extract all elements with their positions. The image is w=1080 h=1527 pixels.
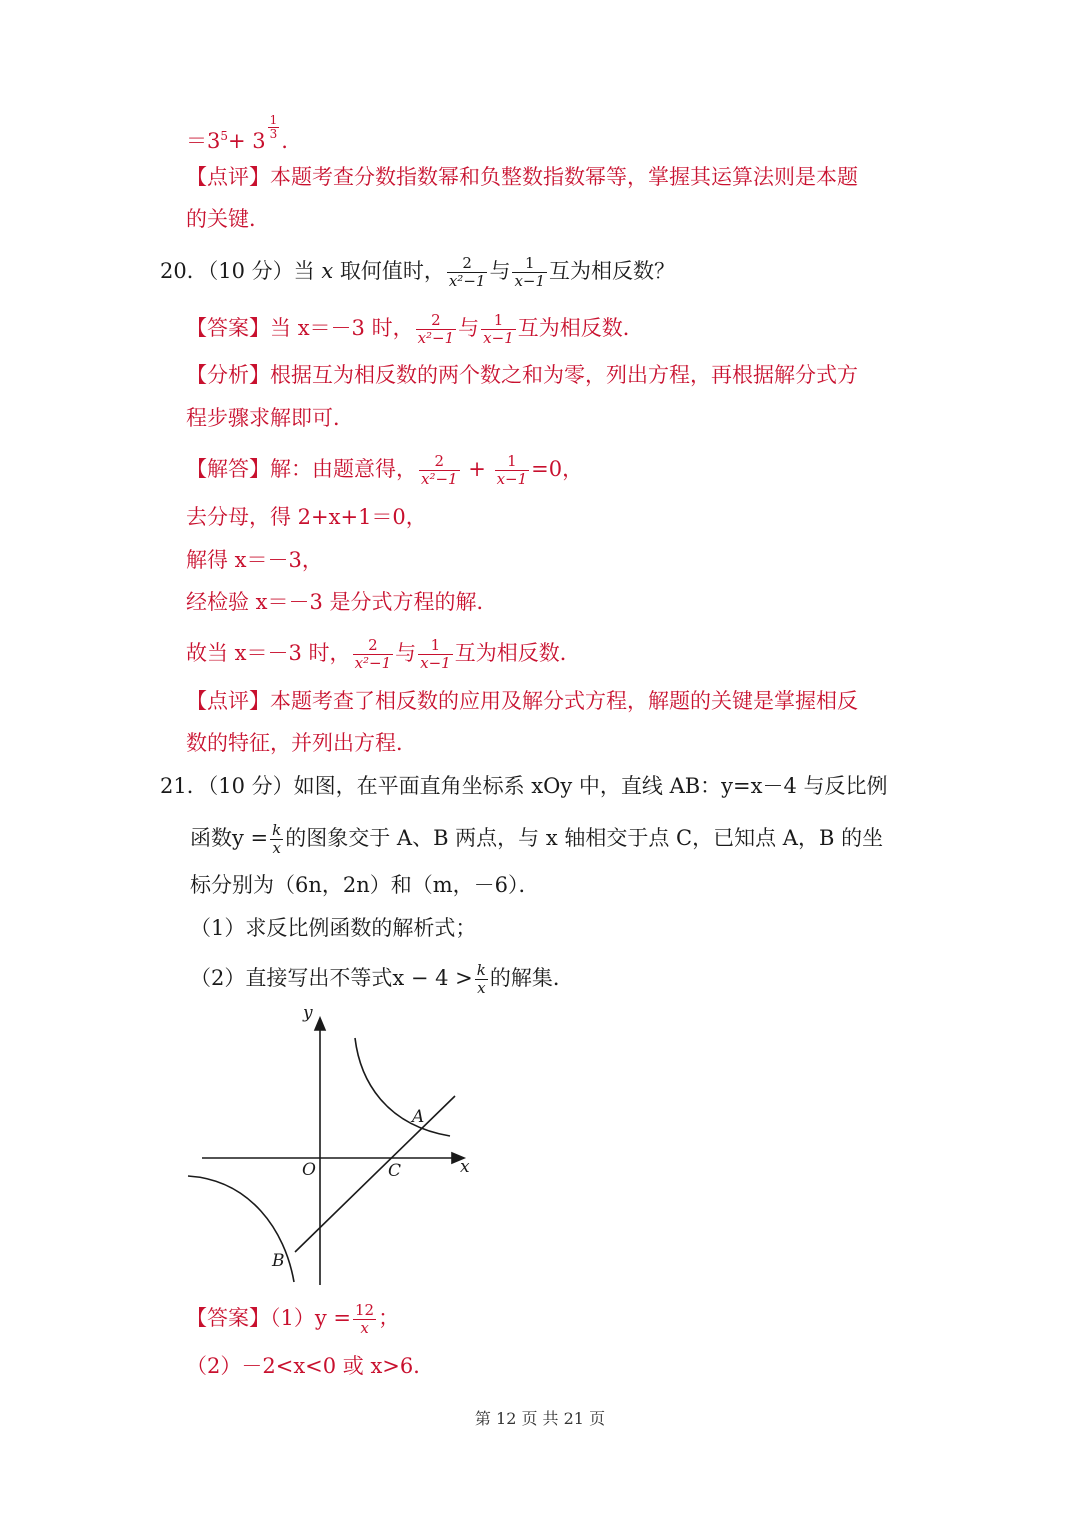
text: 互为相反数？ — [549, 259, 676, 283]
text: 取何值时， — [339, 259, 445, 283]
text: 20．（10 分）当 — [160, 259, 315, 283]
fraction — [418, 637, 453, 672]
denominator: x²−1 — [417, 329, 455, 347]
text: + 3 — [228, 129, 266, 153]
text: （2）直接写出不等式x − 4 > — [190, 966, 473, 990]
fraction — [353, 1302, 376, 1337]
step-3: 经检验 x＝－3 是分式方程的解． — [186, 590, 498, 614]
text: 故当 x＝－3 时， — [186, 641, 351, 665]
question-20 — [160, 255, 675, 290]
text: . — [281, 129, 288, 153]
denominator: 3 — [269, 127, 278, 141]
step-4 — [186, 637, 581, 672]
numerator: k — [476, 961, 486, 979]
line-ab — [295, 1096, 455, 1252]
review-line: 【点评】本题考查分数指数幂和负整数指数幂等，掌握其运算法则是本题 — [186, 165, 858, 189]
denominator: x — [475, 979, 488, 997]
review-line-2: 数的特征，并列出方程． — [186, 731, 417, 755]
numerator: 12 — [355, 1301, 375, 1319]
numerator: 2 — [431, 311, 441, 329]
text: + — [468, 457, 486, 481]
fraction — [512, 255, 547, 290]
text: x＝－3 时， — [297, 316, 414, 340]
solution-20 — [186, 453, 583, 488]
label-b: B — [272, 1251, 285, 1271]
numerator: 1 — [524, 254, 535, 272]
question-21-line-2 — [190, 822, 883, 857]
fraction — [353, 637, 394, 672]
denominator: x²−1 — [421, 470, 458, 488]
denominator: x — [270, 839, 283, 857]
fraction — [419, 453, 460, 488]
coordinate-figure — [180, 1000, 480, 1290]
text: 【答案】（1）y = — [186, 1306, 351, 1330]
step-1: 去分母，得 2+x+1＝0， — [186, 505, 427, 529]
question-21-line-3: 标分别为（6n，2n）和（m，－6）． — [190, 873, 540, 897]
review-line: 【点评】本题考查了相反数的应用及解分式方程，解题的关键是掌握相反 — [186, 689, 858, 713]
answer-21 — [186, 1302, 399, 1337]
denominator: x — [353, 1319, 376, 1337]
text: 互为相反数． — [517, 316, 644, 340]
fraction — [270, 822, 283, 857]
fraction — [447, 255, 488, 290]
denominator: x−1 — [420, 654, 451, 672]
denominator: x−1 — [514, 272, 546, 290]
exponent: 5 — [220, 129, 229, 143]
fraction — [481, 312, 516, 347]
answer-21-part-2: （2）－2<x<0 或 x>6． — [186, 1354, 435, 1378]
denominator: x²−1 — [354, 654, 392, 672]
numerator: 2 — [434, 452, 445, 470]
text: 与 — [489, 259, 511, 283]
analysis-line-2: 程步骤求解即可． — [186, 406, 354, 430]
text: 与 — [458, 316, 480, 340]
label-c: C — [388, 1161, 402, 1181]
numerator: 1 — [493, 311, 504, 329]
numerator: 1 — [430, 636, 441, 654]
analysis-line: 【分析】根据互为相反数的两个数之和为零，列出方程，再根据解分式方 — [186, 363, 858, 387]
text: 【答案】当 — [186, 316, 291, 340]
part-1: （1）求反比例函数的解析式； — [190, 916, 477, 940]
label-y: y — [303, 1003, 313, 1023]
text: 的解集． — [489, 966, 574, 990]
question-21: 21．（10 分）如图，在平面直角坐标系 xOy 中，直线 AB：y=x－4 与反比例 — [160, 774, 888, 798]
hyperbola-upper — [355, 1038, 450, 1136]
denominator: x−1 — [496, 470, 528, 488]
numerator: 2 — [368, 636, 378, 654]
text: ＝3 — [186, 129, 221, 153]
numerator: 2 — [462, 254, 472, 272]
label-a: A — [412, 1107, 425, 1127]
label-x: x — [460, 1157, 470, 1177]
text: 与 — [395, 641, 417, 665]
fraction — [475, 962, 488, 997]
denominator: x²−1 — [448, 272, 486, 290]
answer-20 — [186, 312, 644, 347]
exponent-fraction — [268, 114, 280, 141]
text: 互为相反数． — [454, 641, 581, 665]
denominator: x−1 — [483, 329, 514, 347]
text: 的图象交于 A、B 两点，与 x 轴相交于点 C，已知点 A，B 的坐 — [285, 826, 884, 850]
label-o: O — [302, 1160, 316, 1180]
text: ； — [378, 1306, 400, 1330]
step-2: 解得 x＝－3， — [186, 548, 323, 572]
review-line-2: 的关键． — [186, 207, 270, 231]
y-arrow — [315, 1018, 325, 1030]
var: x — [321, 259, 334, 283]
page-footer: 第 12 页 共 21 页 — [474, 1409, 606, 1428]
numerator: k — [272, 821, 282, 839]
text: =0， — [531, 457, 584, 481]
text: 【解答】解：由题意得， — [186, 457, 417, 481]
fraction — [416, 312, 457, 347]
numerator: 1 — [507, 452, 517, 470]
numerator: 1 — [269, 113, 278, 127]
part-2 — [190, 962, 574, 997]
fraction — [495, 453, 530, 488]
result-line — [186, 114, 288, 156]
text: 函数y = — [190, 826, 269, 850]
